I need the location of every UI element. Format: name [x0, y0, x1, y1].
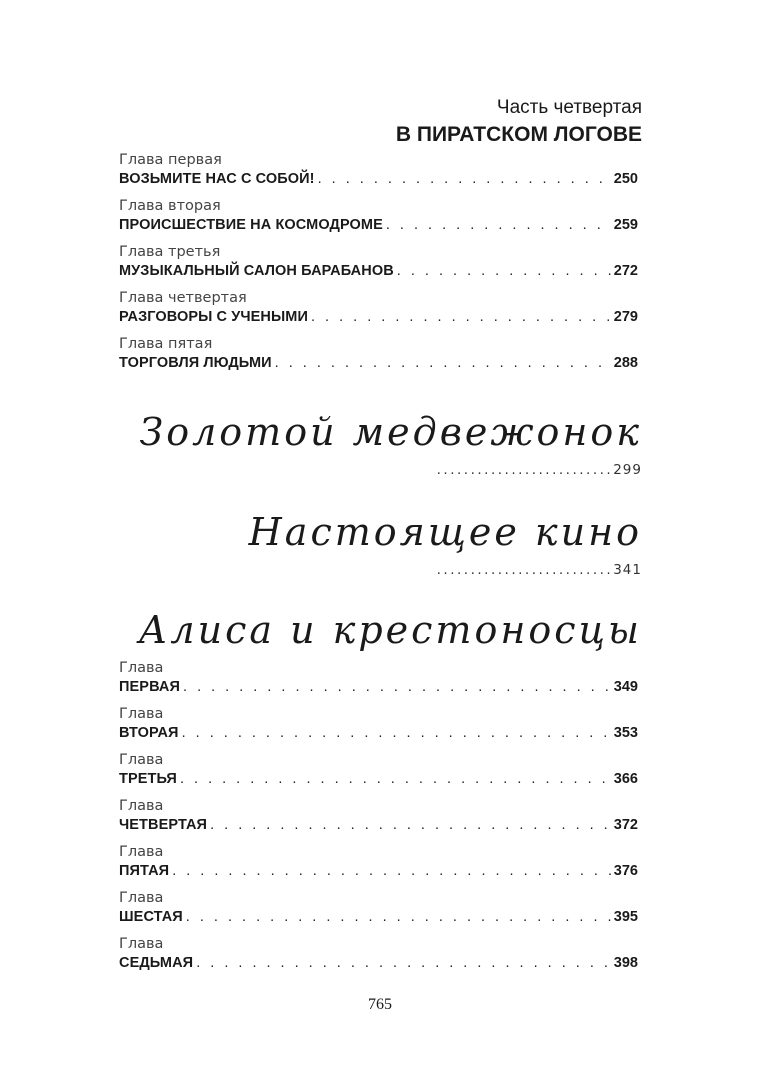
leader-dots — [186, 907, 611, 928]
chapter-label: Глава — [119, 798, 164, 814]
toc-entry[interactable] — [119, 844, 638, 882]
toc-entry[interactable] — [119, 198, 638, 236]
story3-toc — [119, 660, 638, 982]
leader-dots — [183, 677, 611, 698]
leader-dots — [180, 769, 611, 790]
page-number: 398 — [613, 955, 638, 971]
chapter-title: СЕДЬМАЯ — [119, 955, 194, 971]
toc-entry[interactable] — [119, 798, 638, 836]
page-number: 272 — [613, 263, 638, 279]
chapter-label: Глава пятая — [119, 336, 213, 352]
chapter-title: РАЗГОВОРЫ С УЧЕНЫМИ — [119, 309, 308, 325]
chapter-label: Глава — [119, 890, 164, 906]
chapter-label: Глава — [119, 844, 164, 860]
page-number: 341 — [613, 562, 642, 578]
leader-dots: .......................... — [436, 562, 614, 578]
chapter-label: Глава третья — [119, 244, 221, 260]
chapter-title: ШЕСТАЯ — [119, 909, 183, 925]
page-number: 279 — [613, 309, 638, 325]
leader-dots — [196, 953, 611, 974]
part-label: Часть четвертая — [496, 97, 642, 118]
story-title-3[interactable]: Алиса и крестоносцы — [138, 608, 642, 652]
page-number: 395 — [613, 909, 638, 925]
page-number: 288 — [613, 355, 638, 371]
toc-entry[interactable] — [119, 336, 638, 374]
leader-dots — [386, 215, 611, 236]
chapter-label: Глава — [119, 660, 164, 676]
part-title: В ПИРАТСКОМ ЛОГОВЕ — [395, 123, 642, 146]
chapter-label: Глава — [119, 752, 164, 768]
story-page-line-2 — [437, 562, 642, 578]
toc-entry[interactable] — [119, 936, 638, 974]
chapter-label: Глава четвертая — [119, 290, 247, 306]
chapter-title: ВТОРАЯ — [119, 725, 179, 741]
chapter-title: ТРЕТЬЯ — [119, 771, 177, 787]
chapter-label: Глава вторая — [119, 198, 221, 214]
chapter-label: Глава — [119, 936, 164, 952]
leader-dots — [210, 815, 611, 836]
page-number: 250 — [613, 171, 638, 187]
chapter-title: ПРОИСШЕСТВИЕ НА КОСМОДРОМЕ — [119, 217, 383, 233]
story-title-2[interactable]: Настоящее кино — [248, 510, 642, 554]
chapter-title: ТОРГОВЛЯ ЛЮДЬМИ — [119, 355, 272, 371]
page-number: 376 — [613, 863, 638, 879]
leader-dots: .......................... — [436, 462, 614, 478]
chapter-title: МУЗЫКАЛЬНЫЙ САЛОН БАРАБАНОВ — [119, 263, 394, 279]
toc-entry[interactable] — [119, 152, 638, 190]
chapter-title: ПЕРВАЯ — [119, 679, 181, 695]
leader-dots — [397, 261, 611, 282]
page-number: 299 — [613, 462, 642, 478]
page-number: 353 — [613, 725, 638, 741]
chapter-title: ВОЗЬМИТЕ НАС С СОБОЙ! — [119, 171, 315, 187]
leader-dots — [318, 169, 611, 190]
story-title-1[interactable]: Золотой медвежонок — [139, 410, 642, 454]
page-number: 366 — [613, 771, 638, 787]
toc-entry[interactable] — [119, 660, 638, 698]
leader-dots — [172, 861, 611, 882]
toc-entry[interactable] — [119, 290, 638, 328]
toc-entry[interactable] — [119, 244, 638, 282]
toc-entry[interactable] — [119, 890, 638, 928]
chapter-title: ПЯТАЯ — [119, 863, 170, 879]
part4-toc — [119, 152, 638, 382]
leader-dots — [182, 723, 611, 744]
toc-entry[interactable] — [119, 706, 638, 744]
page-number: 372 — [613, 817, 638, 833]
page-number: 349 — [613, 679, 638, 695]
chapter-label: Глава первая — [119, 152, 222, 168]
folio-page-number: 765 — [368, 996, 392, 1013]
toc-entry[interactable] — [119, 752, 638, 790]
leader-dots — [311, 307, 611, 328]
page-number: 259 — [613, 217, 638, 233]
chapter-title: ЧЕТВЕРТАЯ — [119, 817, 208, 833]
leader-dots — [275, 353, 611, 374]
story-page-line-1 — [437, 462, 642, 478]
chapter-label: Глава — [119, 706, 164, 722]
